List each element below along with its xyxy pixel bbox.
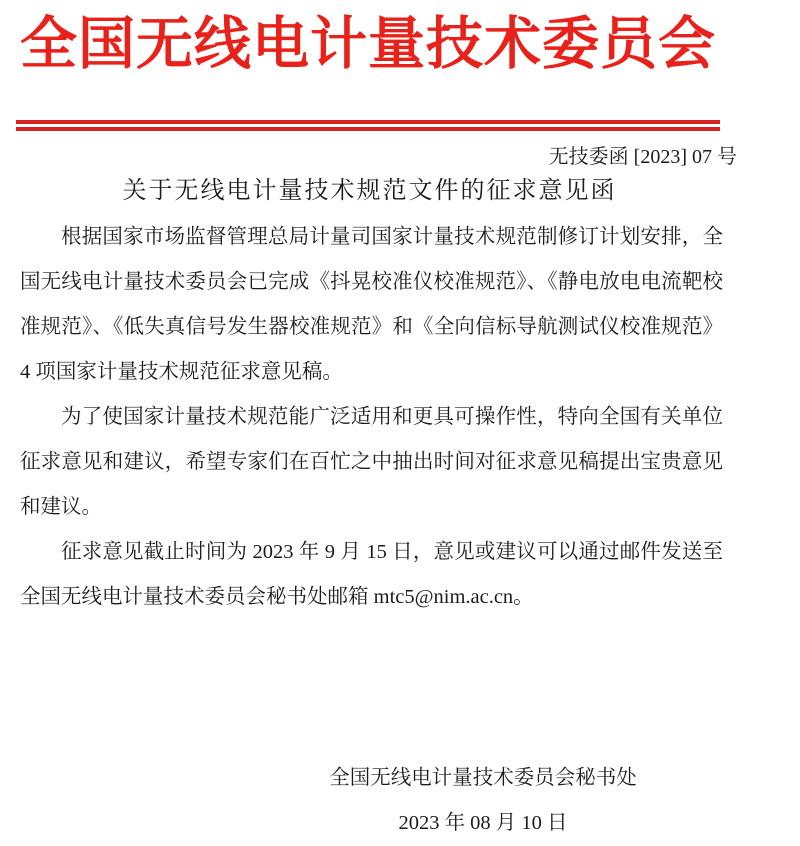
document-title: 关于无线电计量技术规范文件的征求意见函: [122, 178, 617, 205]
body-paragraph-2: 为了使国家计量技术规范能广泛适用和更具可操作性，特向全国有关单位征求意见和建议，希望专家们在百忙之中抽出时间对征求意见稿提出宝贵意见和建议。: [20, 406, 723, 519]
letterhead-divider: [16, 120, 720, 131]
signature-date: 2023 年 08 月 10 日: [398, 812, 568, 835]
letterhead-org-name: 全国无线电计量技术委员会: [20, 13, 716, 76]
document-page: [0, 12, 800, 845]
divider-line-bottom: [16, 127, 720, 131]
doc-reference-number: 无技委函 [2023] 07 号: [548, 146, 737, 169]
signature-org: 全国无线电计量技术委员会秘书处: [329, 767, 637, 790]
body-paragraph-3: 征求意见截止时间为 2023 年 9 月 15 日，意见或建议可以通过邮件发送至全国无线电计量技术委员会秘书处邮箱 mtc5@nim.ac.cn。: [20, 541, 723, 609]
document-body: [20, 215, 723, 620]
body-paragraph-1: 根据国家市场监督管理总局计量司国家计量技术规范制修订计划安排，全国无线电计量技术委员会已完成《抖晃校准仪校准规范》、《静电放电电流靶校准规范》、《低失真信号发生器校准规范》和《全向信标导航测试仪校准规范》4 项国家计量技术规范征求意见稿。: [20, 226, 723, 384]
